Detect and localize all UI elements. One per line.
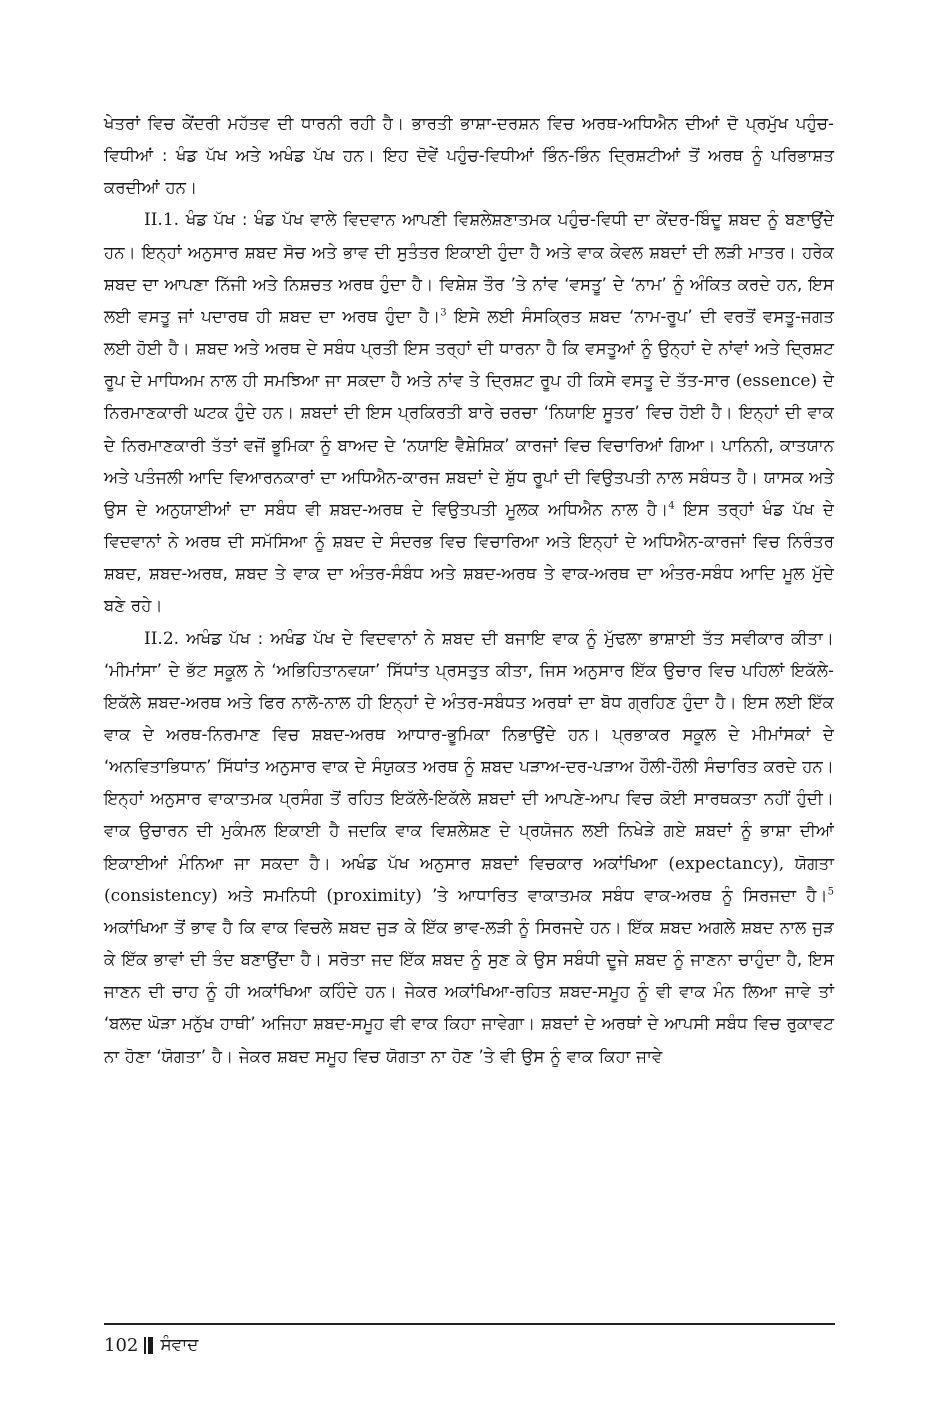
paragraph-text: ਦੇ ਨਿਰਮਾਣਕਾਰੀ ਘਟਕ ਹੁੰਦੇ ਹਨ। ਸ਼ਬਦਾਂ ਦੀ ਇਸ ਪ੍ਰਕਿਰਤੀ ਬਾਰੇ ਚਰਚਾ ‘ਨਿਯਾਇ ਸੂਤਰ’ ਵਿਚ ਹੋਈ ਹੈ। ਇਨ੍ਹਾਂ ਦੀ ਵਾਕ ਦੇ ਨਿਰਮਾਣਕਾਰੀ ਤੱਤਾਂ ਵਜੋਂ ਭੂਮਿਕਾ ਨੂੰ ਬਾਅਦ ਦੇ ‘ਨਯਾਇ ਵੈਸ਼ੇਸ਼ਿਕ’ ਕਾਰਜਾਂ ਵਿਚ ਵਿਚਾਰਿਆਂ ਗਿਆ। ਪਾਨਿਨੀ, ਕਾਤਯਾਨ ਅਤੇ ਪਤੰਜਲੀ ਆਦਿ ਵਿਆਰਨਕਾਰਾਂ ਦਾ ਅਧਿਐਨ-ਕਾਰਜ ਸ਼ਬਦਾਂ ਦੇ ਸ਼ੁੱਧ ਰੂਪਾਂ ਦੀ ਵਿਉਤਪਤੀ ਨਾਲ ਸਬੰਧਤ ਹੈ। ਯਾਸਕ ਅਤੇ ਉਸ ਦੇ ਅਨੁਯਾਈਆਂ ਦਾ ਸਬੰਧ ਵੀ ਸ਼ਬਦ-ਅਰਥ ਦੇ ਵਿਉਤਪਤੀ ਮੂਲਕ ਅਧਿਐਨ ਨਾਲ ਹੈ।	[104, 371, 834, 519]
latin-term: (proximity)	[326, 885, 422, 906]
latin-term: II.1.	[144, 210, 180, 231]
paragraph-text: ਖੇਤਰਾਂ ਵਿਚ ਕੇਂਦਰੀ ਮਹੱਤਵ ਦੀ ਧਾਰਨੀ ਰਹੀ ਹੈ। ਭਾਰਤੀ ਭਾਸ਼ਾ-ਦਰਸ਼ਨ ਵਿਚ ਅਰਥ-ਅਧਿਐਨ ਦੀਆਂ ਦੋ ਪ੍ਰਮੁੱਖ ਪਹੁੰਚ-ਵਿਧੀਆਂ : ਖੰਡ ਪੱਖ ਅਤੇ ਅਖੰਡ ਪੱਖ ਹਨ। ਇਹ ਦੋਵੇਂ ਪਹੁੰਚ-ਵਿਧੀਆਂ ਭਿੰਨ-ਭਿੰਨ ਦ੍ਰਿਸ਼ਟੀਆਂ ਤੋਂ ਅਰਥ ਨੂੰ ਪਰਿਭਾਸ਼ਤ ਕਰਦੀਆਂ ਹਨ।	[104, 114, 834, 198]
paragraph-text: ’ਤੇ ਆਧਾਰਿਤ ਵਾਕਾਤਮਕ ਸਬੰਧ ਵਾਕ-ਅਰਥ ਨੂੰ ਸਿਰਜਦਾ ਹੈ।	[421, 885, 828, 905]
paragraph-text: ਅਖੰਡ ਪੱਖ : ਅਖੰਡ ਪੱਖ ਦੇ ਵਿਦਵਾਨਾਂ ਨੇ ਸ਼ਬਦ ਦੀ ਬਜਾਇ ਵਾਕ ਨੂੰ ਮੁੱਢਲਾ ਭਾਸ਼ਾਈ ਤੱਤ ਸਵੀਕਾਰ ਕੀਤਾ। ‘ਮੀਮਾਂਸਾ’ ਦੇ ਭੱਟ ਸਕੂਲ ਨੇ ‘ਅਭਿਹਿਤਾਨਵਯਾ’ ਸਿੱਧਾਂਤ ਪ੍ਰਸਤੁਤ ਕੀਤਾ, ਜਿਸ ਅਨੁਸਾਰ ਇੱਕ ਉਚਾਰ ਵਿਚ ਪਹਿਲਾਂ ਇਕੱਲੇ-ਇਕੱਲੇ ਸ਼ਬਦ-ਅਰਥ ਅਤੇ ਫਿਰ ਨਾਲੋ-ਨਾਲ ਹੀ ਇਨ੍ਹਾਂ ਦੇ ਅੰਤਰ-ਸਬੰਧਤ ਅਰਥਾਂ ਦਾ ਬੋਧ ਗ੍ਰਹਿਣ ਹੁੰਦਾ ਹੈ। ਇਸ ਲਈ ਇੱਕ ਵਾਕ ਦੇ ਅਰਥ-ਨਿਰਮਾਣ ਵਿਚ ਸ਼ਬਦ-ਅਰਥ ਆਧਾਰ-ਭੂਮਿਕਾ ਨਿਭਾਉਂਦੇ ਹਨ। ਪ੍ਰਭਾਕਰ ਸਕੂਲ ਦੇ ਮੀਮਾਂਸਕਾਂ ਦੇ ‘ਅਨਵਿਤਾਭਿਧਾਨ’ ਸਿੱਧਾਂਤ ਅਨੁਸਾਰ ਵਾਕ ਦੇ ਸੰਯੁਕਤ ਅਰਥ ਨੂੰ ਸ਼ਬਦ ਪੜਾਅ-ਦਰ-ਪੜਾਅ ਹੌਲੀ-ਹੌਲੀ ਸੰਚਾਰਿਤ ਕਰਦੇ ਹਨ। ਇਨ੍ਹਾਂ ਅਨੁਸਾਰ ਵਾਕਾਤਮਕ ਪ੍ਰਸੰਗ ਤੋਂ ਰਹਿਤ ਇਕੱਲੇ-ਇਕੱਲੇ ਸ਼ਬਦਾਂ ਦੀ ਆਪਣੇ-ਆਪ ਵਿਚ ਕੋਈ ਸਾਰਥਕਤਾ ਨਹੀਂ ਹੁੰਦੀ। ਵਾਕ ਉਚਾਰਨ ਦੀ ਮੁਕੰਮਲ ਇਕਾਈ ਹੈ ਜਦਕਿ ਵਾਕ ਵਿਸ਼ਲੇਸ਼ਣ ਦੇ ਪ੍ਰਯੋਜਨ ਲਈ ਨਿਖੇੜੇ ਗਏ ਸ਼ਬਦਾਂ ਨੂੰ ਭਾਸ਼ਾ ਦੀਆਂ ਇਕਾਈਆਂ ਮੰਨਿਆ ਜਾ ਸਕਦਾ ਹੈ। ਅਖੰਡ ਪੱਖ ਅਨੁਸਾਰ ਸ਼ਬਦਾਂ ਵਿਚਕਾਰ ਅਕਾਂਖਿਆ	[104, 628, 834, 873]
latin-term: (expectancy),	[668, 853, 785, 874]
paragraph-text: ਯੋਗਤਾ	[784, 853, 835, 873]
body-paragraph	[104, 623, 834, 1073]
footer-rule	[104, 1323, 835, 1325]
latin-term: (consistency)	[104, 885, 218, 906]
page-footer	[104, 1333, 198, 1357]
latin-term: (essence)	[735, 371, 818, 392]
page-number: 102	[104, 1334, 139, 1356]
body-paragraph	[104, 204, 834, 622]
footnote-marker: 4	[668, 500, 675, 512]
footnote-marker: 5	[827, 886, 834, 898]
journal-name: ਸੰਵਾਦ	[160, 1335, 199, 1355]
page-body	[104, 108, 834, 1073]
paragraph-text: ਇਸੇ ਲਈ ਸੰਸਕ੍ਰਿਤ ਸ਼ਬਦ ‘ਨਾਮ-ਰੂਪ’ ਦੀ ਵਰਤੋਂ ਵਸਤੂ-ਜਗਤ ਲਈ ਹੋਈ ਹੈ। ਸ਼ਬਦ ਅਤੇ ਅਰਥ ਦੇ ਸਬੰਧ ਪ੍ਰਤੀ ਇਸ ਤਰ੍ਹਾਂ ਦੀ ਧਾਰਨਾ ਹੈ ਕਿ ਵਸਤੂਆਂ ਨੂੰ ਉਨ੍ਹਾਂ ਦੇ ਨਾਂਵਾਂ ਅਤੇ ਦ੍ਰਿਸ਼ਟ ਰੂਪ ਦੇ ਮਾਧਿਅਮ ਨਾਲ ਹੀ ਸਮਝਿਆ ਜਾ ਸਕਦਾ ਹੈ ਅਤੇ ਨਾਂਵ ਤੇ ਦ੍ਰਿਸ਼ਟ ਰੂਪ ਹੀ ਕਿਸੇ ਵਸਤੂ ਦੇ ਤੱਤ-ਸਾਰ	[104, 306, 834, 391]
body-paragraph	[104, 108, 834, 204]
latin-term: II.2.	[144, 628, 180, 649]
footnote-marker: 3	[440, 307, 447, 319]
paragraph-text: ਇਸ ਤਰ੍ਹਾਂ ਖੰਡ ਪੱਖ ਦੇ ਵਿਦਵਾਨਾਂ ਨੇ ਅਰਥ ਦੀ ਸਮੱਸਿਆ ਨੂੰ ਸ਼ਬਦ ਦੇ ਸੰਦਰਭ ਵਿਚ ਵਿਚਾਰਿਆ ਅਤੇ ਇਨ੍ਹਾਂ ਦੇ ਅਧਿਐਨ-ਕਾਰਜਾਂ ਵਿਚ ਨਿਰੰਤਰ ਸ਼ਬਦ, ਸ਼ਬਦ-ਅਰਥ, ਸ਼ਬਦ ਤੇ ਵਾਕ ਦਾ ਅੰਤਰ-ਸੰਬੰਧ ਅਤੇ ਸ਼ਬਦ-ਅਰਥ ਤੇ ਵਾਕ-ਅਰਥ ਦਾ ਅੰਤਰ-ਸਬੰਧ ਆਦਿ ਮੂਲ ਮੁੱਦੇ ਬਣੇ ਰਹੇ।	[104, 499, 834, 616]
paragraph-text: ਅਤੇ ਸਮਨਿਧੀ	[217, 885, 327, 905]
paragraph-text: ਅਕਾਂਖਿਆ ਤੋਂ ਭਾਵ ਹੈ ਕਿ ਵਾਕ ਵਿਚਲੇ ਸ਼ਬਦ ਜੁੜ ਕੇ ਇੱਕ ਭਾਵ-ਲੜੀ ਨੂੰ ਸਿਰਜਦੇ ਹਨ। ਇੱਕ ਸ਼ਬਦ ਅਗਲੇ ਸ਼ਬਦ ਨਾਲ ਜੁੜ ਕੇ ਇੱਕ ਭਾਵਾਂ ਦੀ ਤੰਦ ਬਣਾਉਂਦਾ ਹੈ। ਸਰੋਤਾ ਜਦ ਇੱਕ ਸ਼ਬਦ ਨੂੰ ਸੁਣ ਕੇ ਉਸ ਸਬੰਧੀ ਦੂਜੇ ਸ਼ਬਦ ਨੂੰ ਜਾਣਨਾ ਚਾਹੁੰਦਾ ਹੈ, ਇਸ ਜਾਣਨ ਦੀ ਚਾਹ ਨੂੰ ਹੀ ਅਕਾਂਖਿਆ ਕਹਿੰਦੇ ਹਨ। ਜੇਕਰ ਅਕਾਂਖਿਆ-ਰਹਿਤ ਸ਼ਬਦ-ਸਮੂਹ ਨੂੰ ਵੀ ਵਾਕ ਮੰਨ ਲਿਆ ਜਾਵੇ ਤਾਂ ‘ਬਲਦ ਘੋੜਾ ਮਨੁੱਖ ਹਾਥੀ’ ਅਜਿਹਾ ਸ਼ਬਦ-ਸਮੂਹ ਵੀ ਵਾਕ ਕਿਹਾ ਜਾਵੇਗਾ। ਸ਼ਬਦਾਂ ਦੇ ਅਰਥਾਂ ਦੇ ਆਪਸੀ ਸਬੰਧ ਵਿਚ ਰੁਕਾਵਟ ਨਾ ਹੋਣਾ ‘ਯੋਗਤਾ’ ਹੈ। ਜੇਕਰ ਸ਼ਬਦ ਸਮੂਹ ਵਿਚ ਯੋਗਤਾ ਨਾ ਹੋਣ ’ਤੇ ਵੀ ਉਸ ਨੂੰ ਵਾਕ ਕਿਹਾ ਜਾਵੇ	[104, 917, 834, 1066]
paragraph-text: ਖੰਡ ਪੱਖ : ਖੰਡ ਪੱਖ ਵਾਲੇ ਵਿਦਵਾਨ ਆਪਣੀ ਵਿਸ਼ਲੇਸ਼ਣਾਤਮਕ ਪਹੁੰਚ-ਵਿਧੀ ਦਾ ਕੇਂਦਰ-ਬਿੰਦੂ ਸ਼ਬਦ ਨੂੰ ਬਣਾਉਂਦੇ ਹਨ। ਇਨ੍ਹਾਂ ਅਨੁਸਾਰ ਸ਼ਬਦ ਸੋਚ ਅਤੇ ਭਾਵ ਦੀ ਸੁਤੰਤਰ ਇਕਾਈ ਹੁੰਦਾ ਹੈ ਅਤੇ ਵਾਕ ਕੇਵਲ ਸ਼ਬਦਾਂ ਦੀ ਲੜੀ ਮਾਤਰ। ਹਰੇਕ ਸ਼ਬਦ ਦਾ ਆਪਣਾ ਨਿੱਜੀ ਅਤੇ ਨਿਸ਼ਚਤ ਅਰਥ ਹੁੰਦਾ ਹੈ। ਵਿਸ਼ੇਸ਼ ਤੌਰ ’ਤੇ ਨਾਂਵ ‘ਵਸਤੂ’ ਦੇ ‘ਨਾਮ’ ਨੂੰ ਅੰਕਿਤ ਕਰਦੇ ਹਨ, ਇਸ ਲਈ ਵਸਤੂ ਜਾਂ ਪਦਾਰਥ ਹੀ ਸ਼ਬਦ ਦਾ ਅਰਥ ਹੁੰਦਾ ਹੈ।	[104, 210, 834, 326]
footer-ornament-icon	[144, 1337, 153, 1354]
